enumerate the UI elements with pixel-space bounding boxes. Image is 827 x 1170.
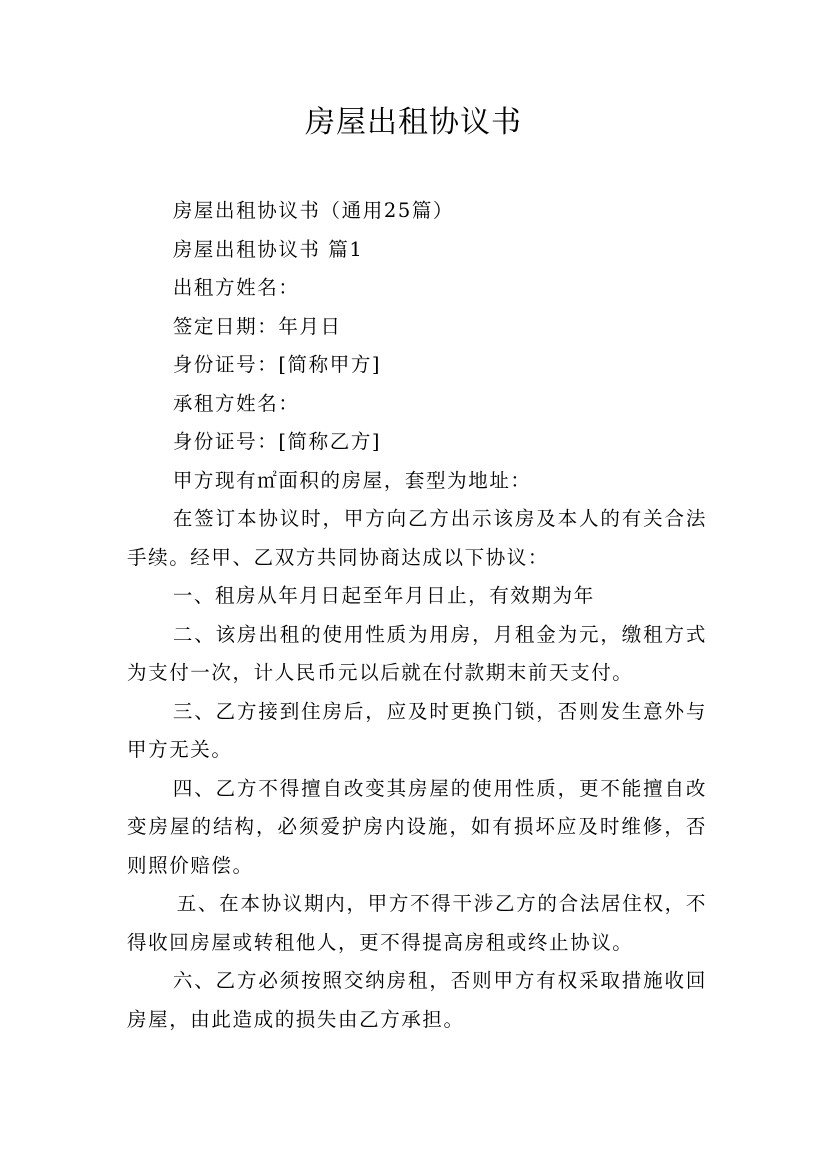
paragraph: 签定日期：年月日 [172, 314, 342, 338]
paragraph: 一、租房从年月日起至年月日止，有效期为年 [172, 584, 595, 607]
document-title: 房屋出租协议书 [305, 105, 522, 140]
paragraph: 四、乙方不得擅自改变其房屋的使用性质，更不能擅自改变房屋的结构，必须爱护房内设施，如有损坏应及时维修，否则照价赔偿。 [127, 776, 707, 877]
paragraph: 在签订本协议时，甲方向乙方出示该房及本人的有关合法手续。经甲、乙双方共同协商达成以下协议： [127, 507, 707, 569]
paragraph: 三、乙方接到住房后，应及时更换门锁，否则发生意外与甲方无关。 [127, 699, 707, 761]
paragraph: 承租方姓名： [172, 391, 300, 415]
paragraph: 身份证号：[简称乙方] [172, 430, 382, 453]
paragraph: 房屋出租协议书 篇1 [172, 237, 364, 261]
document-body [127, 192, 707, 1039]
paragraph: 身份证号：[简称甲方] [172, 353, 382, 376]
paragraph: 二、该房出租的使用性质为用房，月租金为元，缴租方式为支付一次，计人民币元以后就在付款期末前天支付。 [127, 622, 707, 684]
paragraph: 甲方现有㎡面积的房屋，套型为地址： [172, 468, 532, 492]
paragraph: 出租方姓名： [172, 276, 300, 299]
paragraph: 五、在本协议期内，甲方不得干涉乙方的合法居住权，不得收回房屋或转租他人，更不得提高房租或终止协议。 [127, 892, 707, 954]
paragraph: 房屋出租协议书（通用25篇） [172, 199, 455, 222]
paragraph: 六、乙方必须按照交纳房租，否则甲方有权采取措施收回房屋，由此造成的损失由乙方承担。 [127, 969, 707, 1031]
